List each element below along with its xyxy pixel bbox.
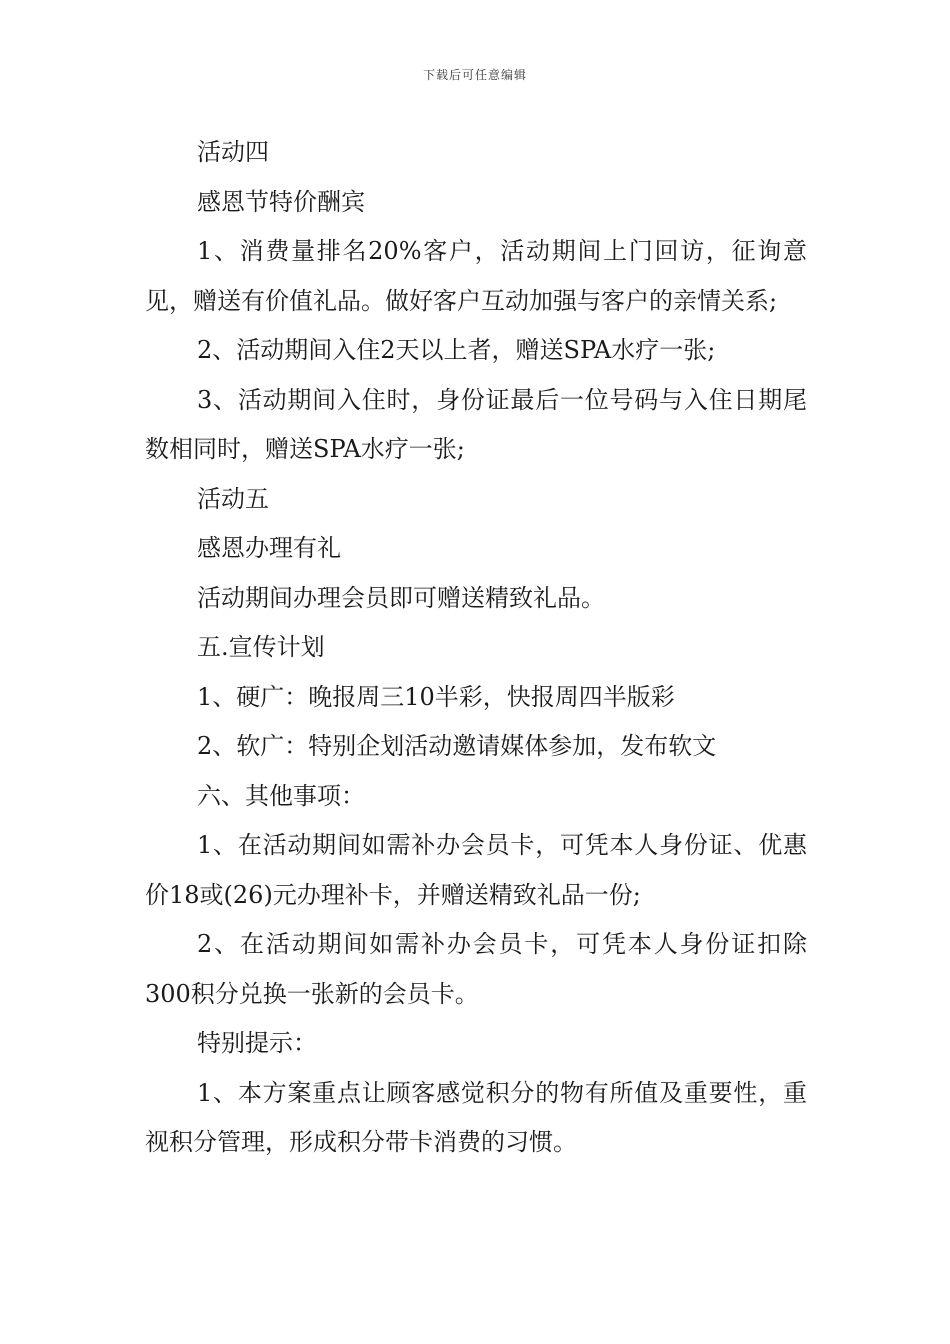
activity-4-item-1: 1、消费量排名20%客户，活动期间上门回访，征询意见，赠送有价值礼品。做好客户互动加强与客户的亲情关系; [145,237,807,315]
special-note-heading: 特别提示： [197,1029,317,1057]
page-header-note: 下载后可任意编辑 [422,68,527,82]
activity-4-item-3: 3、活动期间入住时，身份证最后一位号码与入住日期尾数相同时，赠送SPA水疗一张; [145,385,807,463]
section-6-item-2: 2、在活动期间如需补办会员卡，可凭本人身份证扣除300积分兑换一张新的会员卡。 [145,930,807,1008]
special-note-item-1: 1、本方案重点让顾客感觉积分的物有所值及重要性，重视积分管理，形成积分带卡消费的习惯。 [145,1078,807,1156]
section-5-heading: 五.宣传计划 [197,633,325,661]
document-body [145,128,807,1168]
activity-5-heading: 活动五 [197,484,269,513]
activity-4-heading: 活动四 [197,138,269,166]
section-5-item-2: 2、软广：特别企划活动邀请媒体参加，发布软文 [197,732,717,760]
activity-5-title: 感恩办理有礼 [197,534,341,562]
activity-4-item-2: 2、活动期间入住2天以上者，赠送SPA水疗一张; [197,336,716,364]
activity-4-title: 感恩节特价酬宾 [197,187,365,216]
section-6-heading: 六、其他事项： [197,781,365,810]
activity-5-description: 活动期间办理会员即可赠送精致礼品。 [197,583,605,612]
section-5-item-1: 1、硬广：晚报周三10半彩，快报周四半版彩 [197,682,675,711]
section-6-item-1: 1、在活动期间如需补办会员卡，可凭本人身份证、优惠价18或(26)元办理补卡，并赠送精致礼品一份; [145,831,807,909]
